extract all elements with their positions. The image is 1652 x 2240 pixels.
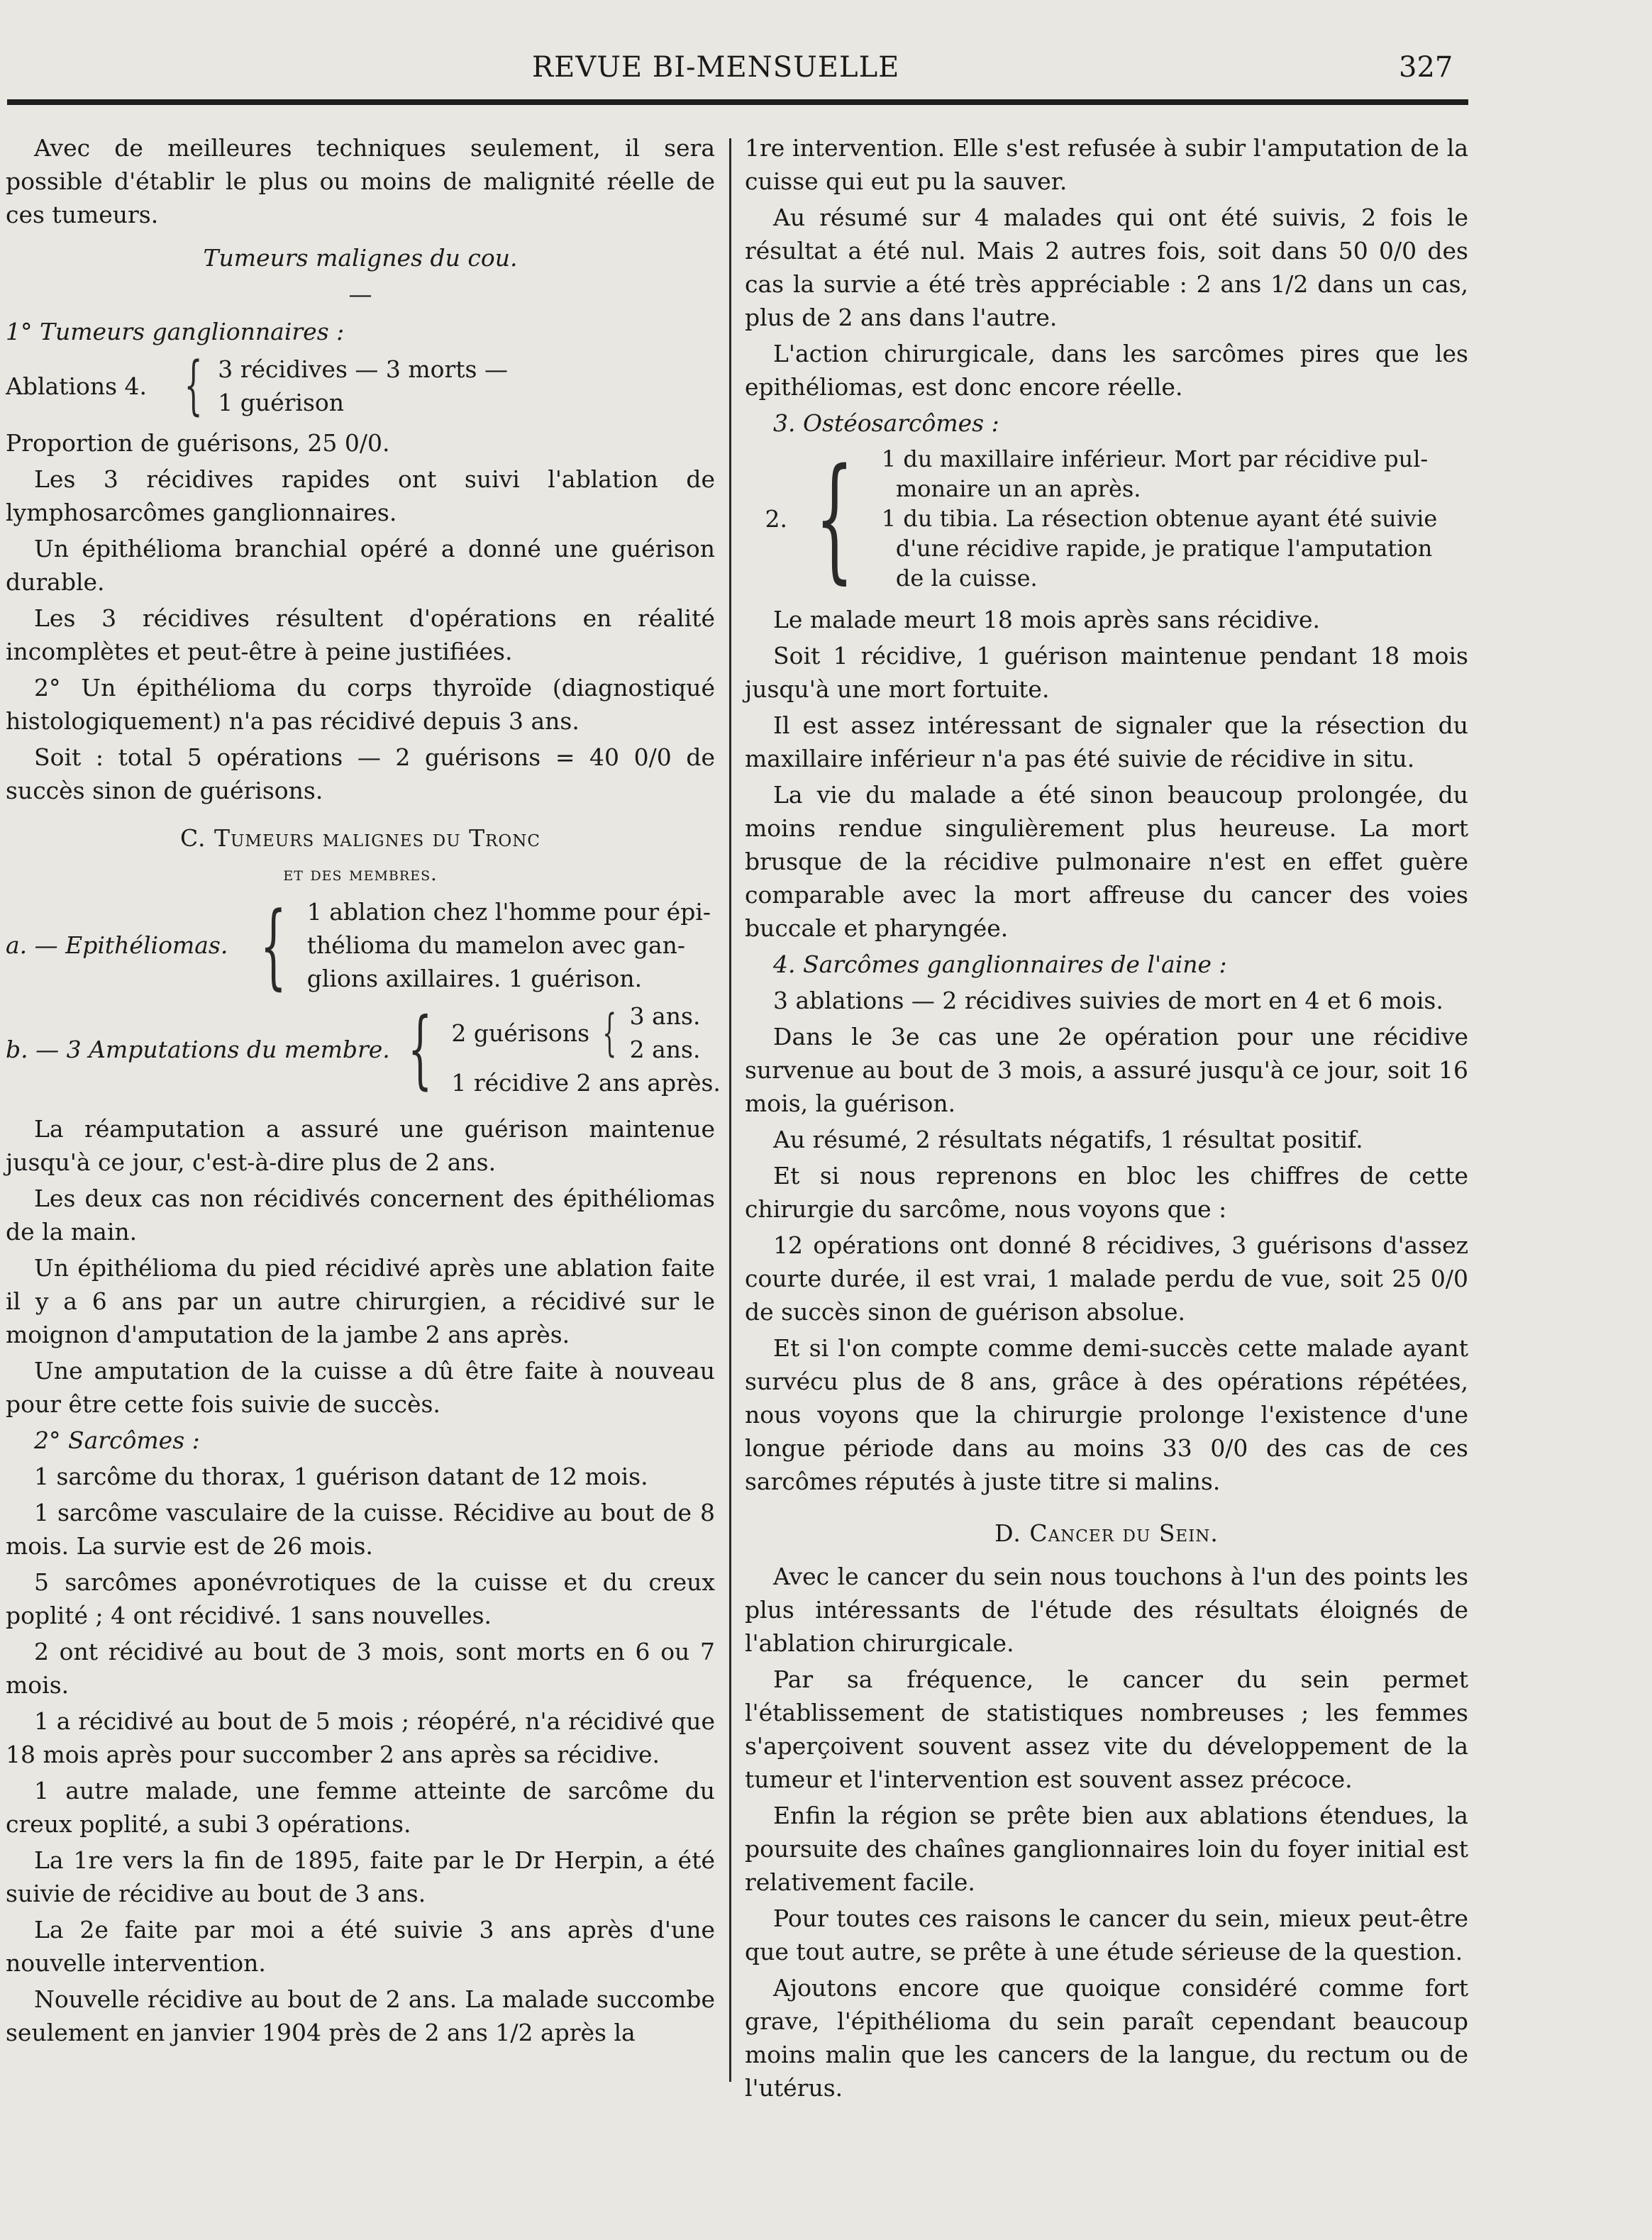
paragraph: 5 sarcômes aponévrotiques de la cuisse et du creux poplité ; 4 ont récidivé. 1 sans nouvelles.	[6, 1568, 715, 1629]
brace-line: de la cuisse.	[895, 565, 1038, 592]
paragraph: 2 ont récidivé au bout de 3 mois, sont morts en 6 ou 7 mois.	[6, 1638, 715, 1699]
ablations-group	[6, 348, 715, 423]
running-title: REVUE BI-MENSUELLE	[532, 51, 900, 84]
header-rule	[7, 99, 1468, 105]
subheading: 3. Ostéosarcômes :	[773, 409, 999, 437]
brace-line: monaire un an après.	[895, 475, 1141, 502]
paragraph: Un épithélioma branchial opéré a donné une guérison durable.	[6, 535, 715, 596]
paragraph: Les 3 récidives rapides ont suivi l'ablation de lymphosarcômes ganglionnaires.	[6, 465, 715, 526]
section-heading: C. Tumeurs malignes du Tronc	[179, 824, 540, 852]
column-divider	[729, 138, 731, 2082]
paragraph: 3 ablations — 2 récidives suivies de mort en 4 et 6 mois.	[773, 987, 1443, 1014]
brace-line: 1 du tibia. La résection obtenue ayant été suivie	[881, 505, 1438, 532]
paragraph: Avec le cancer du sein nous touchons à l'un des points les plus intéressants de l'étude des résultats éloignés de l'ablation chirurgicale.	[745, 1563, 1468, 1657]
brace-line: 2 ans.	[629, 1036, 701, 1063]
paragraph: Le malade meurt 18 mois après sans récidive.	[773, 606, 1320, 633]
page-header	[0, 43, 1652, 99]
right-column	[745, 131, 1468, 2107]
paragraph: Une amputation de la cuisse a dû être faite à nouveau pour être cette fois suivie de succès.	[6, 1357, 715, 1418]
amputations-group	[6, 999, 721, 1099]
brace-lead: 2.	[765, 504, 787, 533]
brace-icon: {	[602, 1004, 617, 1062]
paragraph: Et si l'on compte comme demi-succès cette malade ayant survécu plus de 8 ans, grâce à des opérations répétées, nous voyons que la chirurgie prolonge l'existence d'une longue période dans au moins 33 0/0 des cas de ces sarcômes réputés à juste titre si malins.	[745, 1334, 1468, 1495]
paragraph: 2° Un épithélioma du corps thyroïde (diagnostiqué histologiquement) n'a pas récidivé depuis 3 ans.	[6, 674, 715, 735]
paragraph: La réamputation a assuré une guérison maintenue jusqu'à ce jour, c'est-à-dire plus de 2 ans.	[6, 1115, 715, 1176]
paragraph: Avec de meilleures techniques seulement, il sera possible d'établir le plus ou moins de malignité réelle de ces tumeurs.	[6, 134, 715, 228]
paragraph: 1re intervention. Elle s'est refusée à subir l'amputation de la cuisse qui eut pu la sauver.	[745, 134, 1468, 195]
paragraph: 12 opérations ont donné 8 récidives, 3 guérisons d'assez courte durée, il est vrai, 1 malade perdu de vue, soit 25 0/0 de succès sinon de guérison absolue.	[745, 1231, 1468, 1326]
brace-icon: {	[260, 891, 287, 999]
paragraph: Au résumé sur 4 malades qui ont été suivis, 2 fois le résultat a été nul. Mais 2 autres fois, soit dans 50 0/0 des cas la survie a été très appréciable : 2 ans 1/2 dans un cas, plus de 2 ans dans l'autre.	[745, 204, 1468, 331]
brace-icon: {	[815, 440, 854, 597]
brace-line: 1 guérison	[218, 389, 345, 416]
paragraph: 1 sarcôme vasculaire de la cuisse. Récidive au bout de 8 mois. La survie est de 26 mois.	[6, 1499, 715, 1560]
paragraph: L'action chirurgicale, dans les sarcômes pires que les epithéliomas, est donc encore réelle.	[745, 340, 1468, 401]
brace-lead: b. — 3 Amputations du membre.	[6, 1036, 390, 1063]
left-column	[6, 131, 721, 2052]
paragraph: 1 a récidivé au bout de 5 mois ; réopéré, n'a récidivé que 18 mois après pour succomber 2 ans après sa récidive.	[6, 1707, 715, 1768]
brace-line: 1 du maxillaire inférieur. Mort par récidive pul-	[881, 445, 1429, 472]
paragraph: Les deux cas non récidivés concernent des épithéliomas de la main.	[6, 1185, 715, 1246]
paragraph: Et si nous reprenons en bloc les chiffres de cette chirurgie du sarcôme, nous voyons que :	[745, 1162, 1468, 1223]
subheading: 1° Tumeurs ganglionnaires :	[6, 318, 345, 345]
brace-line: 2 guérisons	[451, 1019, 590, 1047]
paragraph: Il est assez intéressant de signaler que la résection du maxillaire inférieur n'a pas été suivie de récidive in situ.	[745, 711, 1468, 772]
paragraph: 1 autre malade, une femme atteinte de sarcôme du creux poplité, a subi 3 opérations.	[6, 1777, 715, 1838]
subheading: 4. Sarcômes ganglionnaires de l'aine :	[773, 950, 1227, 978]
brace-line: glions axillaires. 1 guérison.	[306, 965, 643, 992]
osteosarcomes-group	[745, 440, 1468, 597]
paragraph: Au résumé, 2 résultats négatifs, 1 résultat positif.	[773, 1126, 1363, 1153]
brace-line: 3 ans.	[629, 1002, 701, 1030]
paragraph: La 1re vers la fin de 1895, faite par le Dr Herpin, a été suivie de récidive au bout de 3 ans.	[6, 1846, 715, 1907]
section-heading: Tumeurs malignes du cou.	[203, 244, 518, 272]
paragraph: Pour toutes ces raisons le cancer du sein, mieux peut-être que tout autre, se prête à une étude sérieuse de la question.	[745, 1904, 1468, 1965]
separator-dash: —	[348, 280, 372, 308]
brace-lead: Ablations 4.	[6, 372, 148, 400]
brace-line: thélioma du mamelon avec gan-	[306, 931, 686, 959]
paragraph: Enfin la région se prête bien aux ablations étendues, la poursuite des chaînes ganglionnaires loin du foyer initial est relativement facile.	[745, 1802, 1468, 1896]
brace-lead: a. — Epithéliomas.	[6, 931, 228, 959]
brace-line: d'une récidive rapide, je pratique l'amputation	[895, 535, 1433, 562]
paragraph: Nouvelle récidive au bout de 2 ans. La malade succombe seulement en janvier 1904 près de 2 ans 1/2 après la	[6, 1985, 715, 2046]
brace-line: 3 récidives — 3 morts —	[218, 355, 508, 383]
brace-icon: {	[407, 999, 433, 1099]
paragraph: Ajoutons encore que quoique considéré comme fort grave, l'épithélioma du sein paraît cependant beaucoup moins malin que les cancers de la langue, du rectum ou de l'utérus.	[745, 1974, 1468, 2102]
paragraph: La 2e faite par moi a été suivie 3 ans après d'une nouvelle intervention.	[6, 1916, 715, 1977]
paragraph: 1 sarcôme du thorax, 1 guérison datant de 12 mois.	[34, 1463, 648, 1490]
paragraph: Un épithélioma du pied récidivé après une ablation faite il y a 6 ans par un autre chirurgien, a récidivé sur le moignon d'amputation de la jambe 2 ans après.	[6, 1254, 715, 1348]
paragraph: La vie du malade a été sinon beaucoup prolongée, du moins rendue singulièrement plus heureuse. La mort brusque de la récidive pulmonaire n'est en effet guère comparable avec la mort affreuse du cancer des voies buccale et pharyngée.	[745, 781, 1468, 942]
page-number: 327	[1399, 51, 1453, 84]
paragraph: Soit : total 5 opérations — 2 guérisons = 40 0/0 de succès sinon de guérisons.	[6, 743, 715, 804]
section-heading: D. Cancer du Sein.	[994, 1519, 1219, 1547]
paragraph: Les 3 récidives résultent d'opérations en réalité incomplètes et peut-être à peine justifiées.	[6, 604, 715, 665]
paragraph: Proportion de guérisons, 25 0/0.	[6, 429, 390, 457]
brace-line: 1 ablation chez l'homme pour épi-	[306, 898, 711, 926]
brace-icon: {	[184, 348, 203, 423]
section-subheading: et des membres.	[283, 863, 438, 885]
paragraph: Par sa fréquence, le cancer du sein permet l'établissement de statistiques nombreuses ; les femmes s'aperçoivent souvent assez vite du développement de la tumeur et l'intervention est souvent assez précoce.	[745, 1665, 1468, 1793]
paragraph: Soit 1 récidive, 1 guérison maintenue pendant 18 mois jusqu'à une mort fortuite.	[745, 642, 1468, 703]
subheading: 2° Sarcômes :	[34, 1426, 200, 1454]
paragraph: Dans le 3e cas une 2e opération pour une récidive survenue au bout de 3 mois, a assuré jusqu'à ce jour, soit 16 mois, la guérison.	[745, 1023, 1468, 1117]
epitheliomas-group	[6, 891, 715, 999]
brace-line: 1 récidive 2 ans après.	[451, 1069, 721, 1097]
